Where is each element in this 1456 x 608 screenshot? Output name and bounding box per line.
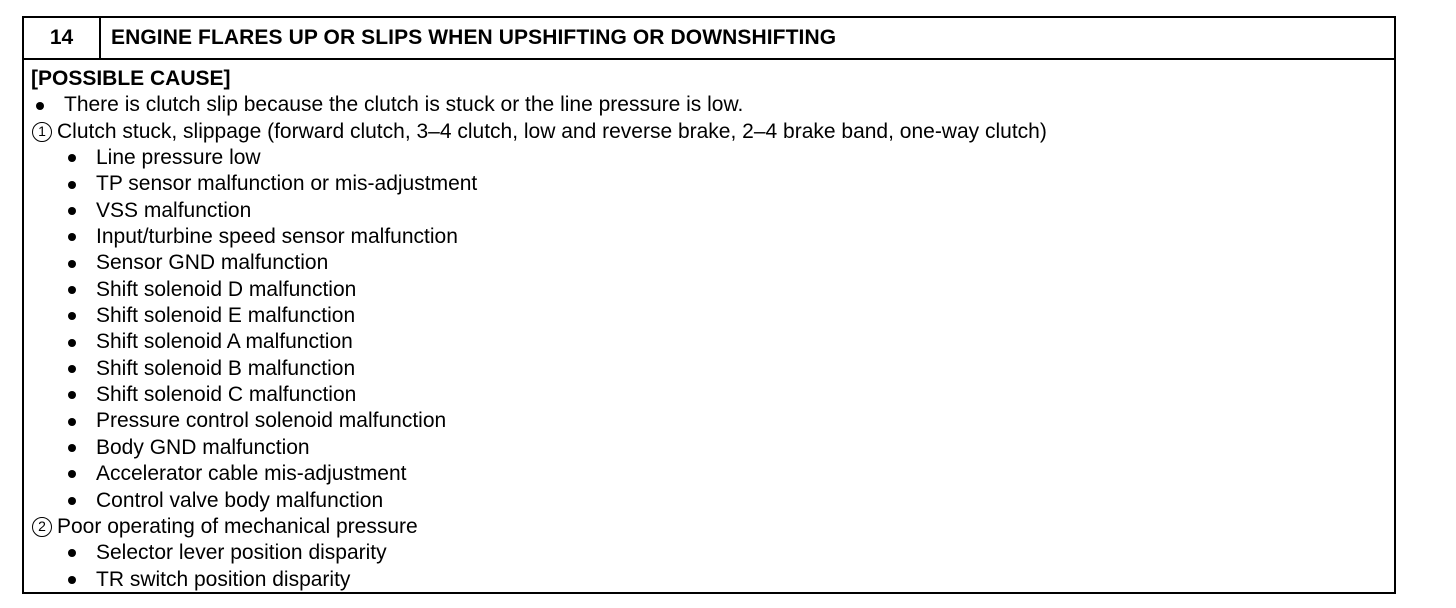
cause-item <box>31 198 1394 224</box>
cause-item <box>31 329 1394 355</box>
cause-item-text: Pressure control solenoid malfunction <box>96 409 447 433</box>
cause-item-text: Shift solenoid A malfunction <box>96 330 353 354</box>
cause-item-text: VSS malfunction <box>96 198 252 222</box>
bullet-icon <box>68 312 76 320</box>
cause-item-text: Line pressure low <box>96 146 261 170</box>
cause-item <box>31 488 1394 514</box>
cause-item <box>31 250 1394 276</box>
bullet-icon <box>68 576 76 584</box>
circled-number-icon: 2 <box>32 517 52 537</box>
cause-item <box>31 408 1394 434</box>
cause-item <box>31 382 1394 408</box>
bullet-icon <box>68 549 76 557</box>
bullet-icon <box>68 260 76 268</box>
troubleshooting-table <box>22 16 1396 594</box>
bullet-icon <box>68 339 76 347</box>
cause-item <box>31 171 1394 197</box>
cause-item-text: Shift solenoid D malfunction <box>96 277 357 301</box>
cause-item-text: Shift solenoid C malfunction <box>96 383 357 407</box>
bullet-icon <box>68 444 76 452</box>
cause-item <box>31 435 1394 461</box>
summary-item <box>31 92 1394 118</box>
cause-item-text: Shift solenoid B malfunction <box>96 356 356 380</box>
cause-item-text: Selector lever position disparity <box>96 541 387 565</box>
circled-number-icon: 1 <box>32 122 52 142</box>
bullet-icon <box>68 181 76 189</box>
cause-item <box>31 461 1394 487</box>
bullet-icon <box>68 207 76 215</box>
cause-group-label: Poor operating of mechanical pressure <box>57 514 418 538</box>
cause-item <box>31 224 1394 250</box>
cause-item <box>31 540 1394 566</box>
bullet-icon <box>68 365 76 373</box>
cause-group-label: Clutch stuck, slippage (forward clutch, 3–4 clutch, low and reverse brake, 2–4 brake band, one-way clutch) <box>57 119 1047 143</box>
cause-item-text: Body GND malfunction <box>96 435 310 459</box>
bullet-icon <box>68 233 76 241</box>
summary-text: There is clutch slip because the clutch is stuck or the line pressure is low. <box>64 93 744 117</box>
section-heading: [POSSIBLE CAUSE] <box>31 67 231 90</box>
table-header <box>24 18 1394 60</box>
bullet-icon <box>68 470 76 478</box>
cause-item-text: TR switch position disparity <box>96 567 351 591</box>
cause-item-text: Sensor GND malfunction <box>96 251 329 275</box>
cause-item-text: Input/turbine speed sensor malfunction <box>96 225 458 249</box>
symptom-title: ENGINE FLARES UP OR SLIPS WHEN UPSHIFTING OR DOWNSHIFTING <box>111 26 837 49</box>
cause-item-text: TP sensor malfunction or mis-adjustment <box>96 172 478 196</box>
cause-item <box>31 277 1394 303</box>
cause-item-text: Shift solenoid E malfunction <box>96 304 356 328</box>
bullet-icon <box>68 154 76 162</box>
bullet-icon <box>68 418 76 426</box>
bullet-icon <box>68 497 76 505</box>
cause-item <box>31 145 1394 171</box>
cause-item-text: Accelerator cable mis-adjustment <box>96 462 407 486</box>
bullet-icon <box>36 102 44 110</box>
cause-item <box>31 567 1394 593</box>
cause-item <box>31 303 1394 329</box>
possible-cause-section <box>24 60 1394 593</box>
cause-groups <box>31 119 1394 593</box>
cause-group-1 <box>31 119 1394 145</box>
item-number: 14 <box>24 18 101 58</box>
bullet-icon <box>68 391 76 399</box>
cause-item <box>31 356 1394 382</box>
cause-item-text: Control valve body malfunction <box>96 488 384 512</box>
bullet-icon <box>68 286 76 294</box>
cause-group-2 <box>31 514 1394 540</box>
